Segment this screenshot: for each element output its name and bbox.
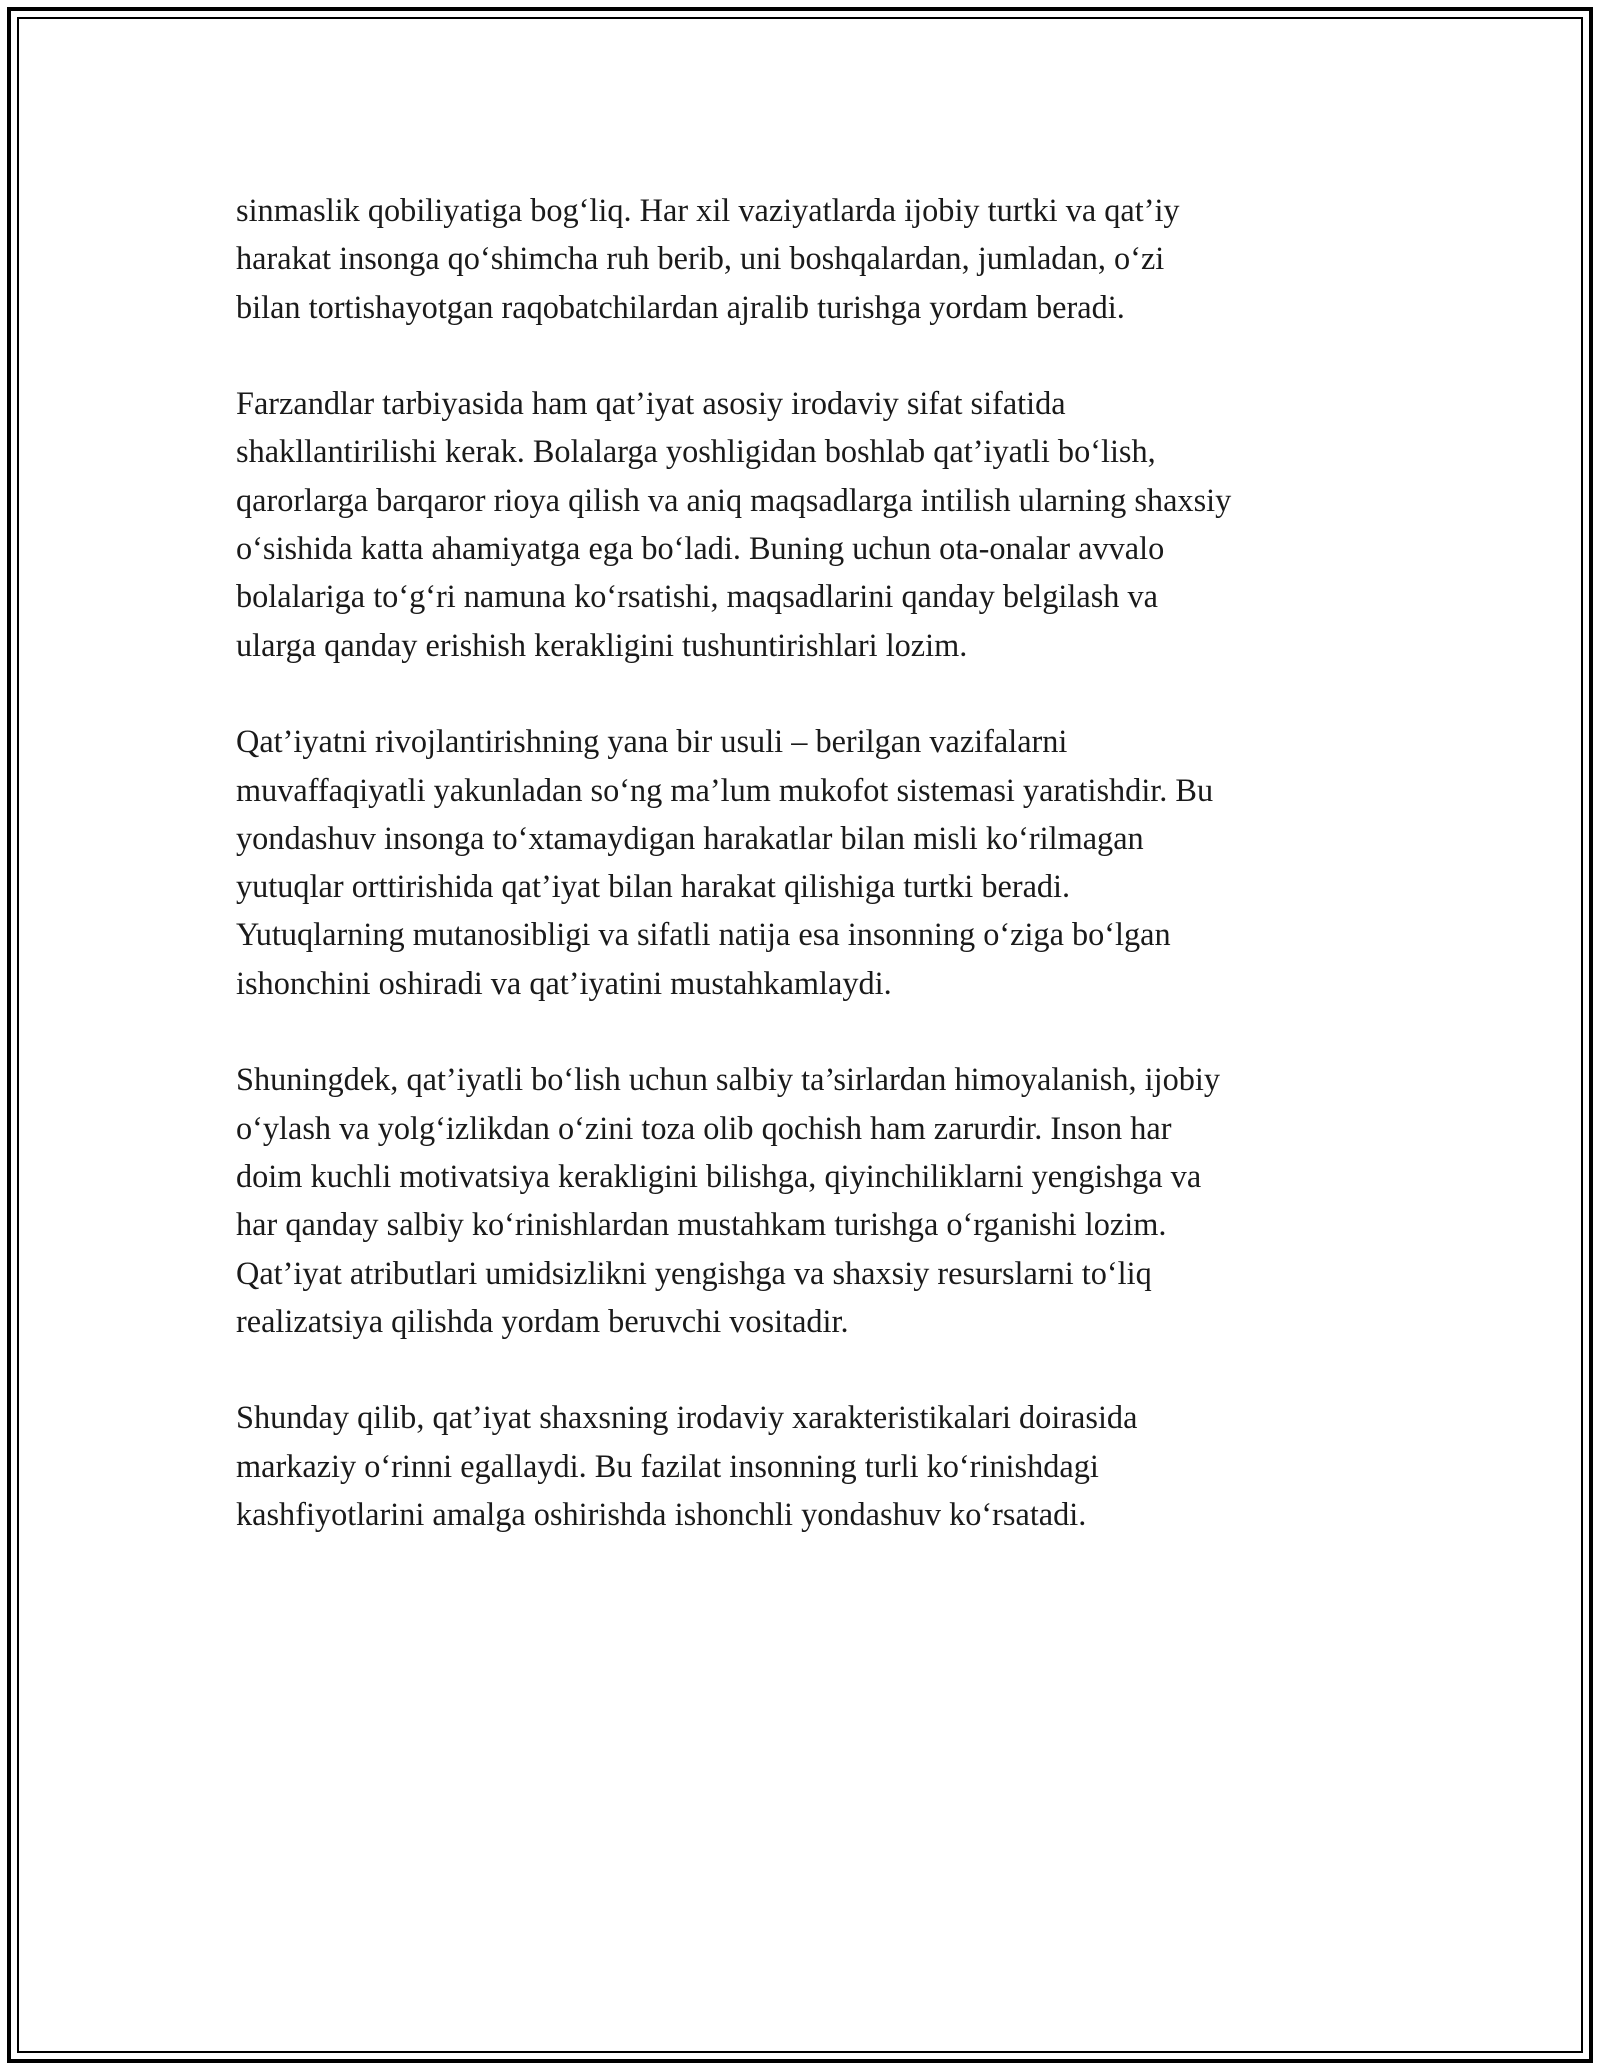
paragraph-5 (236, 1393, 1386, 1538)
text-line: muvaffaqiyatli yakunladan so‘ng ma’lum mukofot sistemasi yaratishdir. Bu (236, 771, 1214, 808)
text-line: markaziy o‘rinni egallaydi. Bu fazilat insonning turli ko‘rinishdagi (236, 1447, 1099, 1484)
text-line: yutuqlar orttirishida qat’iyat bilan harakat qilishiga turtki beradi. (236, 868, 1071, 905)
text-line: harakat insonga qo‘shimcha ruh berib, uni boshqalardan, jumladan, o‘zi (236, 240, 1165, 277)
document-body (236, 186, 1386, 1587)
text-line: o‘sishida katta ahamiyatga ega bo‘ladi. Buning uchun ota-onalar avvalo (236, 530, 1165, 567)
text-line: qarorlarga barqaror rioya qilish va aniq maqsadlarga intilish ularning shaxsiy (236, 481, 1232, 518)
paragraph-1 (236, 186, 1386, 331)
text-line: Farzandlar tarbiyasida ham qat’iyat asosiy irodaviy sifat sifatida (236, 385, 1066, 422)
text-line: har qanday salbiy ko‘rinishlardan mustahkam turishga o‘rganishi lozim. (236, 1206, 1167, 1243)
paragraph-2 (236, 379, 1386, 669)
text-line: shakllantirilishi kerak. Bolalarga yoshligidan boshlab qat’iyatli bo‘lish, (236, 433, 1156, 470)
text-line: bilan tortishayotgan raqobatchilardan ajralib turishga yordam beradi. (236, 288, 1125, 325)
text-line: ishonchini oshiradi va qat’iyatini mustahkamlaydi. (236, 964, 892, 1001)
text-line: realizatsiya qilishda yordam beruvchi vositadir. (236, 1302, 849, 1339)
text-line: Shunday qilib, qat’iyat shaxsning irodaviy xarakteristikalari doirasida (236, 1399, 1138, 1436)
text-line: sinmaslik qobiliyatiga bog‘liq. Har xil vaziyatlarda ijobiy turtki va qat’iy (236, 192, 1180, 228)
text-line: Shuningdek, qat’iyatli bo‘lish uchun salbiy ta’sirlardan himoyalanish, ijobiy (236, 1061, 1221, 1098)
text-line: Yutuqlarning mutanosibligi va sifatli natija esa insonning o‘ziga bo‘lgan (236, 916, 1171, 953)
text-line: Qat’iyat atributlari umidsizlikni yengishga va shaxsiy resurslarni to‘liq (236, 1254, 1152, 1291)
text-line: bolalariga to‘g‘ri namuna ko‘rsatishi, maqsadlarini qanday belgilash va (236, 578, 1158, 615)
paragraph-4 (236, 1055, 1386, 1345)
text-line: ularga qanday erishish kerakligini tushuntirishlari lozim. (236, 626, 968, 663)
text-line: o‘ylash va yolg‘izlikdan o‘zini toza olib qochish ham zarurdir. Inson har (236, 1109, 1172, 1146)
text-line: Qat’iyatni rivojlantirishning yana bir usuli – berilgan vazifalarni (236, 723, 1068, 760)
paragraph-3 (236, 717, 1386, 1007)
text-line: yondashuv insonga to‘xtamaydigan harakatlar bilan misli ko‘rilmagan (236, 819, 1144, 856)
text-line: doim kuchli motivatsiya kerakligini bilishga, qiyinchiliklarni yengishga va (236, 1157, 1202, 1194)
text-line: kashfiyotlarini amalga oshirishda ishonchli yondashuv ko‘rsatadi. (236, 1496, 1087, 1533)
